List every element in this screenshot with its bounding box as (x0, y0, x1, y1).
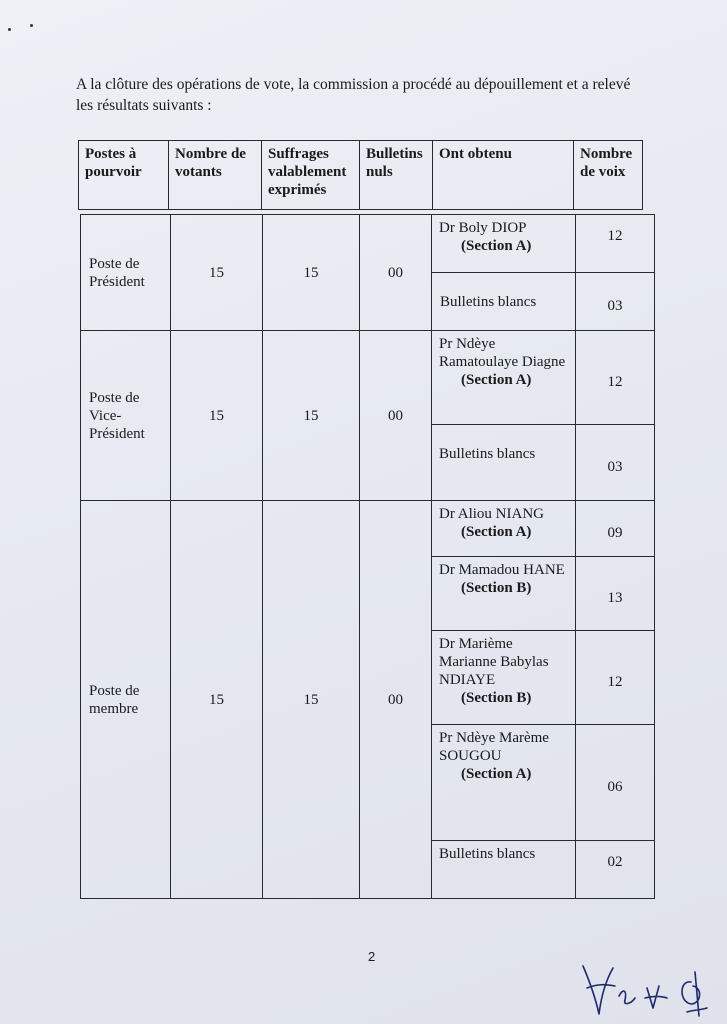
page-number: 2 (368, 949, 376, 964)
votes-value: 12 (576, 631, 655, 725)
header-voix: Nombre de voix (574, 141, 643, 210)
votes-value: 13 (576, 557, 655, 631)
exprimes-value: 15 (263, 215, 360, 331)
candidate-cell (432, 215, 576, 273)
results-table (80, 214, 655, 899)
nuls-value: 00 (360, 331, 432, 501)
results-header-table (78, 140, 643, 210)
header-nuls: Bulletins nuls (360, 141, 433, 210)
candidate-cell (432, 557, 576, 631)
blank-ballots-label: Bulletins blancs (432, 273, 576, 331)
scan-mark (30, 24, 33, 27)
poste-label: Poste de Vice-Président (81, 331, 171, 501)
votes-value: 03 (576, 273, 655, 331)
votants-value: 15 (171, 501, 263, 899)
header-votants: Nombre de votants (169, 141, 262, 210)
table-row (81, 215, 655, 273)
votes-value: 03 (576, 425, 655, 501)
nuls-value: 00 (360, 215, 432, 331)
votes-value: 09 (576, 501, 655, 557)
candidate-name: Pr Ndèye Marème SOUGOU (439, 730, 549, 764)
votes-value: 12 (576, 331, 655, 425)
exprimes-value: 15 (263, 331, 360, 501)
candidate-section: (Section B) (461, 690, 532, 706)
table-row (81, 331, 655, 425)
votes-value: 12 (576, 215, 655, 273)
header-ont-obtenu: Ont obtenu (433, 141, 574, 210)
poste-label: Poste de membre (81, 501, 171, 899)
intro-paragraph: A la clôture des opérations de vote, la commission a procédé au dépouillement et a relevé les résultats suivants : (76, 76, 631, 114)
candidate-section: (Section A) (461, 372, 532, 388)
poste-label: Poste de Président (81, 215, 171, 331)
scan-mark (8, 28, 11, 31)
candidate-cell (432, 631, 576, 725)
header-postes: Postes à pourvoir (79, 141, 169, 210)
candidate-section: (Section A) (461, 238, 532, 254)
candidate-cell (432, 331, 576, 425)
candidate-section: (Section A) (461, 766, 532, 782)
candidate-section: (Section B) (461, 580, 532, 596)
votants-value: 15 (171, 331, 263, 501)
header-suffrages: Suffrages valablement exprimés (262, 141, 360, 210)
table-row (81, 501, 655, 557)
nuls-value: 00 (360, 501, 432, 899)
blank-ballots-label: Bulletins blancs (432, 425, 576, 501)
candidate-name: Dr Marième Marianne Babylas NDIAYE (439, 636, 549, 688)
blank-ballots-label: Bulletins blancs (432, 841, 576, 899)
candidate-cell (432, 725, 576, 841)
candidate-name: Dr Mamadou HANE (439, 562, 565, 578)
exprimes-value: 15 (263, 501, 360, 899)
candidate-name: Dr Aliou NIANG (439, 506, 544, 522)
votes-value: 06 (576, 725, 655, 841)
candidate-cell (432, 501, 576, 557)
votes-value: 02 (576, 841, 655, 899)
candidate-section: (Section A) (461, 524, 532, 540)
candidate-name: Dr Boly DIOP (439, 220, 527, 236)
votants-value: 15 (171, 215, 263, 331)
signatures-initials (575, 958, 715, 1020)
candidate-name: Pr Ndèye Ramatoulaye Diagne (439, 336, 566, 370)
